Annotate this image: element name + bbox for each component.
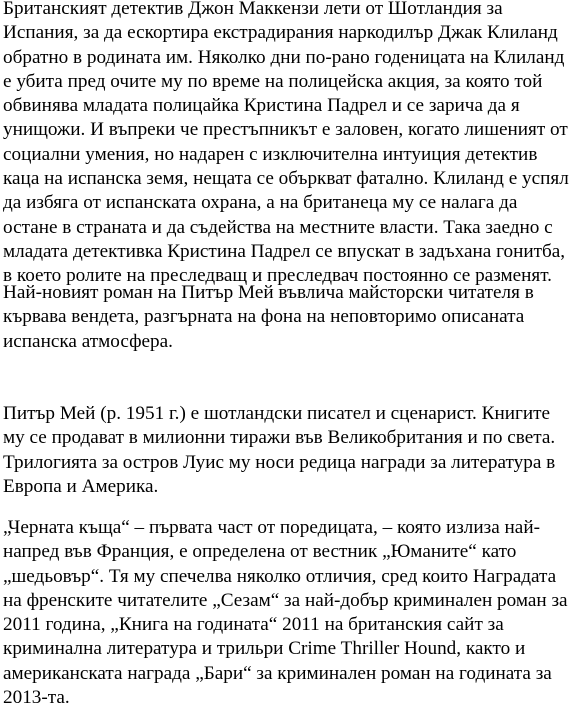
text-line: напред във Франция, е определена от вестник „Юманите“ като bbox=[3, 541, 517, 563]
text-line: кървава вендета, разгърната на фона на неповторимо описаната bbox=[3, 306, 525, 328]
text-line: да избяга от испанската охрана, а на британеца му се налага да bbox=[3, 192, 518, 214]
text-line: американската награда „Бари“ за криминален роман на годината за bbox=[3, 662, 552, 684]
text-line: е убита пред очите му по време на полицейска акция, за която той bbox=[3, 70, 543, 92]
text-line: испанска атмосфера. bbox=[3, 330, 173, 352]
text-line: Испания, за да ескортира екстрадирания наркодилър Джак Клиланд bbox=[3, 22, 558, 44]
text-line: младата детективка Кристина Падрел се впускат в задъхана гонитба, bbox=[3, 240, 566, 262]
text-line: Европа и Америка. bbox=[3, 475, 159, 497]
paragraph-plot-summary bbox=[3, 0, 569, 289]
text-line: каца на испанска земя, нещата се объркват фатално. Клиланд е успял bbox=[3, 168, 569, 190]
text-line: 2011 година, „Книга на годината“ 2011 на британския сайт за bbox=[3, 614, 504, 636]
text-line: унищожи. И въпреки че престъпникът е заловен, когато лишеният от bbox=[3, 119, 568, 141]
paragraph-awards bbox=[3, 516, 568, 710]
text-line: Трилогията за остров Луис му носи редица награди за литература в bbox=[3, 451, 556, 473]
paragraph-author-bio bbox=[3, 402, 555, 499]
text-line: криминална литература и трильри Crime Thriller Hound, както и bbox=[3, 638, 526, 660]
text-line: му се продават в милионни тиражи във Великобритания и по света. bbox=[3, 427, 556, 449]
text-line: на френските читателите „Сезам“ за най-добър криминален роман за bbox=[3, 589, 568, 611]
text-line: обвинява младата полицайка Кристина Падрел и се зарича да я bbox=[3, 95, 520, 117]
text-line: „шедьовър“. Тя му спечелва няколко отличия, сред които Наградата bbox=[3, 565, 557, 587]
text-line: Британският детектив Джон Маккензи лети от Шотландия за bbox=[3, 0, 503, 19]
text-line: Питър Мей (р. 1951 г.) е шотландски писател и сценарист. Книгите bbox=[3, 403, 551, 424]
text-line: в което ролите на преследващ и преследвач постоянно се разменят. bbox=[3, 265, 552, 287]
text-line: социални умения, но надарен с изключителна интуиция детектив bbox=[3, 143, 538, 165]
text-line: 2013-та. bbox=[3, 687, 70, 709]
paragraph-blurb bbox=[3, 281, 534, 354]
text-line: обратно в родината им. Няколко дни по-рано годеницата на Клиланд bbox=[3, 46, 565, 68]
text-line: Най-новият роман на Питър Мей въвлича майсторски читателя в bbox=[3, 282, 534, 303]
text-line: „Черната къща“ – първата част от поредицата, – която излиза най- bbox=[3, 517, 540, 538]
text-line: остане в страната и да съдейства на местните власти. Така заедно с bbox=[3, 216, 553, 238]
